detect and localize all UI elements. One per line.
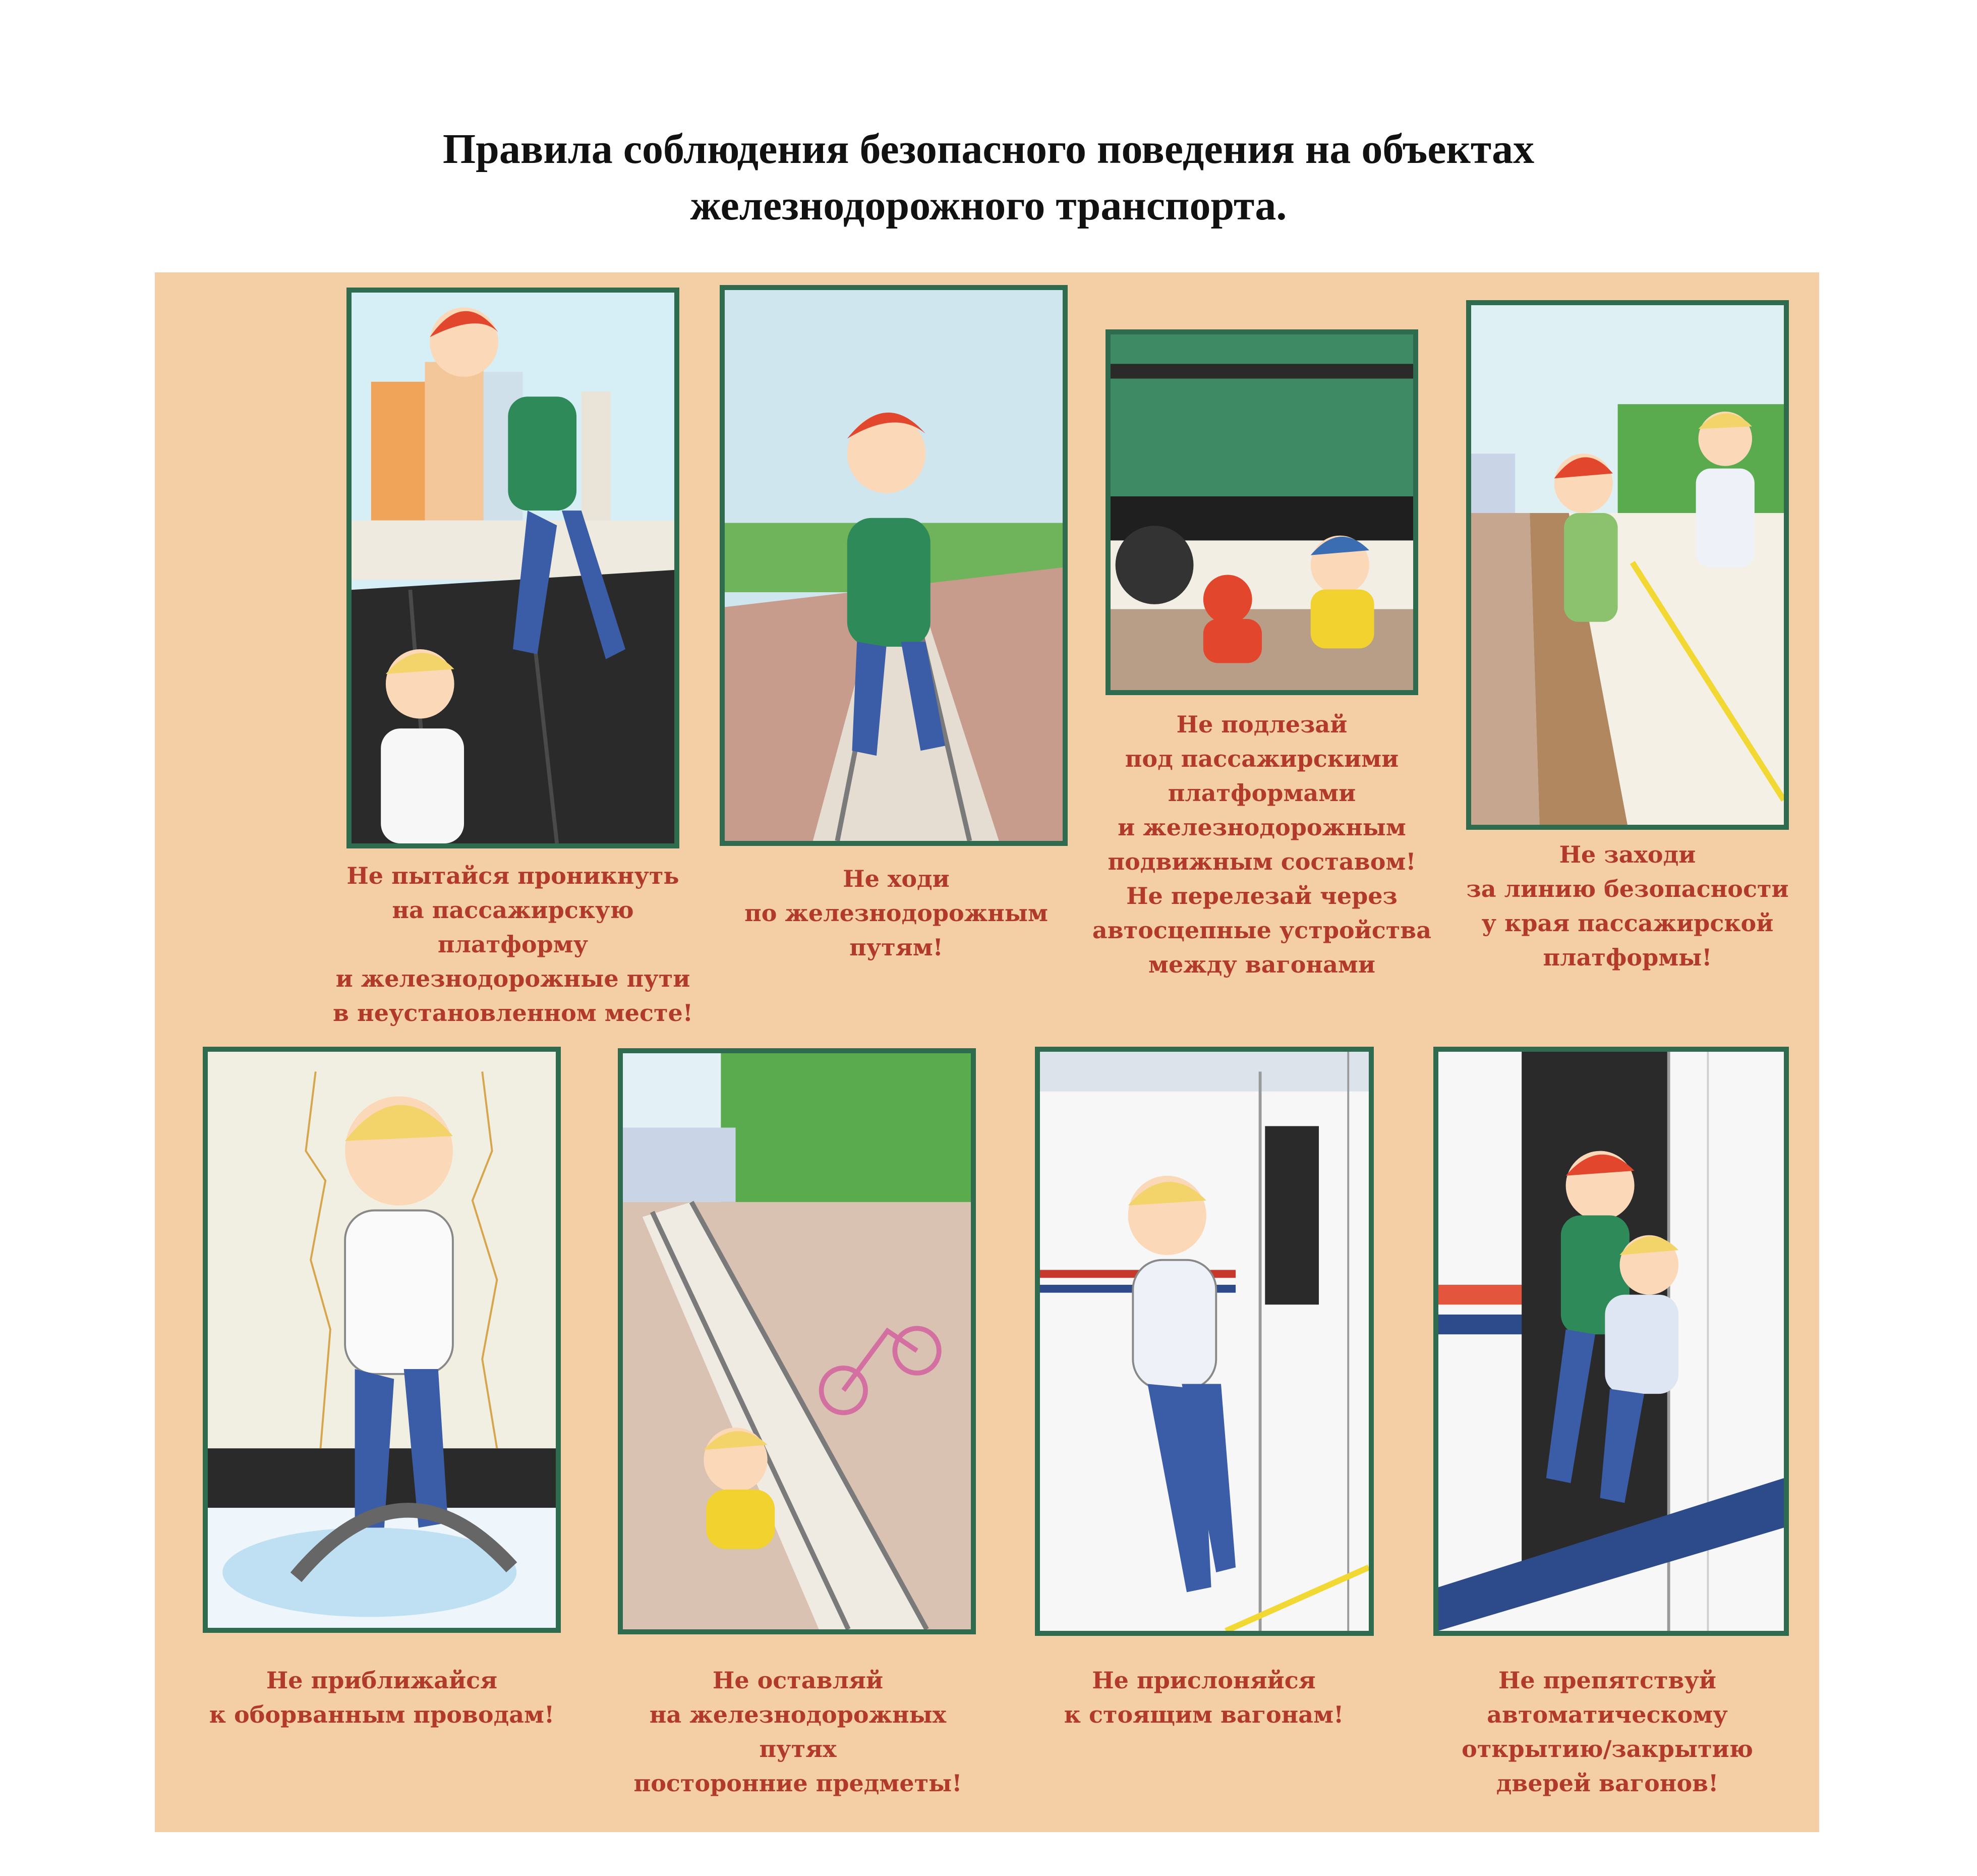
illustration-broken-wires — [203, 1047, 561, 1633]
illustration-objects-on-tracks — [618, 1048, 976, 1634]
caption-walking-on-tracks: Не ходи по железнодорожным путям! — [744, 865, 1048, 961]
page-title-line-2: железнодорожного транспорта. — [690, 182, 1287, 229]
illustration-crawling-under-train — [1106, 329, 1418, 695]
caption-fence-climbing: Не пытайся проникнуть на пассажирскую платформу и железнодорожные пути в неустановленном месте! — [333, 862, 693, 1027]
caption-train-doors: Не препятствуй автоматическому открытию/закрытию дверей вагонов! — [1462, 1667, 1753, 1797]
caption-crawling-under-train: Не подлезай под пассажирскими платформами и железнодорожным подвижным составом! Не перелезай через автосцепные устройства между вагонами — [1092, 711, 1432, 978]
page-title-line-1: Правила соблюдения безопасного поведения на объектах — [442, 126, 1535, 173]
page-title — [0, 121, 1977, 234]
illustration-leaning-on-wagon — [1035, 1047, 1374, 1636]
caption-broken-wires: Не приближайся к оборванным проводам! — [209, 1667, 555, 1728]
illustration-fence-climbing — [346, 288, 679, 848]
caption-leaning-on-wagon: Не прислоняйся к стоящим вагонам! — [1064, 1667, 1344, 1728]
illustration-walking-on-tracks — [720, 285, 1068, 846]
caption-platform-edge: Не заходи за линию безопасности у края пассажирской платформы! — [1466, 841, 1789, 971]
caption-objects-on-tracks: Не оставляй на железнодорожных путях посторонние предметы! — [633, 1667, 962, 1797]
safety-poster — [155, 272, 1819, 1832]
illustration-platform-edge — [1466, 300, 1789, 830]
illustration-train-doors — [1433, 1047, 1789, 1636]
